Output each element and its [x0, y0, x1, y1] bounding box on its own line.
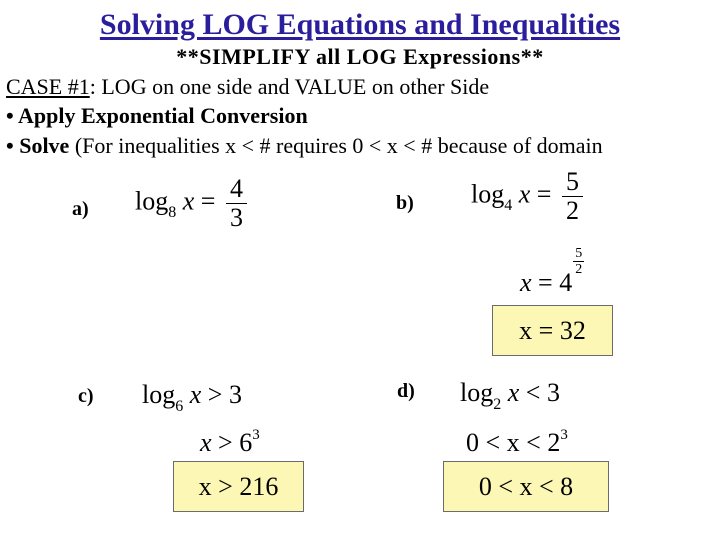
problem-a-equation: $\log_8 x$ = $\frac{4}{3}$	[135, 175, 247, 232]
subtitle: **SIMPLIFY all LOG Expressions**	[176, 44, 544, 69]
problem-a-label: a)	[72, 198, 89, 220]
problem-d-label: d)	[397, 380, 415, 402]
problem-c-label: c)	[78, 385, 94, 407]
bullet-exponential-conversion: • Apply Exponential Conversion	[6, 103, 308, 128]
problem-b-answer: x = 32	[492, 305, 613, 356]
solve-label: • Solve	[6, 133, 70, 158]
problem-c-step: $x > 6^3$	[200, 427, 260, 457]
exponent-fraction: $\frac{5}{2}$	[575, 246, 583, 277]
fraction: $\frac{4}{3}$	[226, 175, 247, 232]
page-title: Solving LOG Equations and Inequalities	[99, 8, 621, 41]
case-line	[6, 74, 489, 100]
case-label: CASE #1	[6, 74, 90, 99]
problem-b-label: b)	[396, 192, 414, 214]
fraction: $\frac{5}{2}$	[562, 168, 583, 225]
problem-c-inequality: $\log_6 x > 3$	[142, 380, 242, 415]
case-text: : LOG on one side and VALUE on other Side	[89, 74, 490, 99]
problem-d-step: $0 < x < 2^3$	[466, 427, 568, 457]
problem-d-answer: 0 < x < 8	[443, 461, 609, 512]
problem-b-step: x = 4 $\frac{5}{2}$	[520, 246, 583, 297]
bullet-solve	[6, 133, 603, 159]
problem-b-equation: $\log_4 x$ = $\frac{5}{2}$	[471, 168, 583, 225]
problem-c-answer: x > 216	[173, 461, 304, 512]
problem-d-inequality: $\log_2 x < 3$	[460, 378, 560, 413]
solve-text: (For inequalities x < # requires 0 < x < # because of domain	[69, 133, 603, 158]
